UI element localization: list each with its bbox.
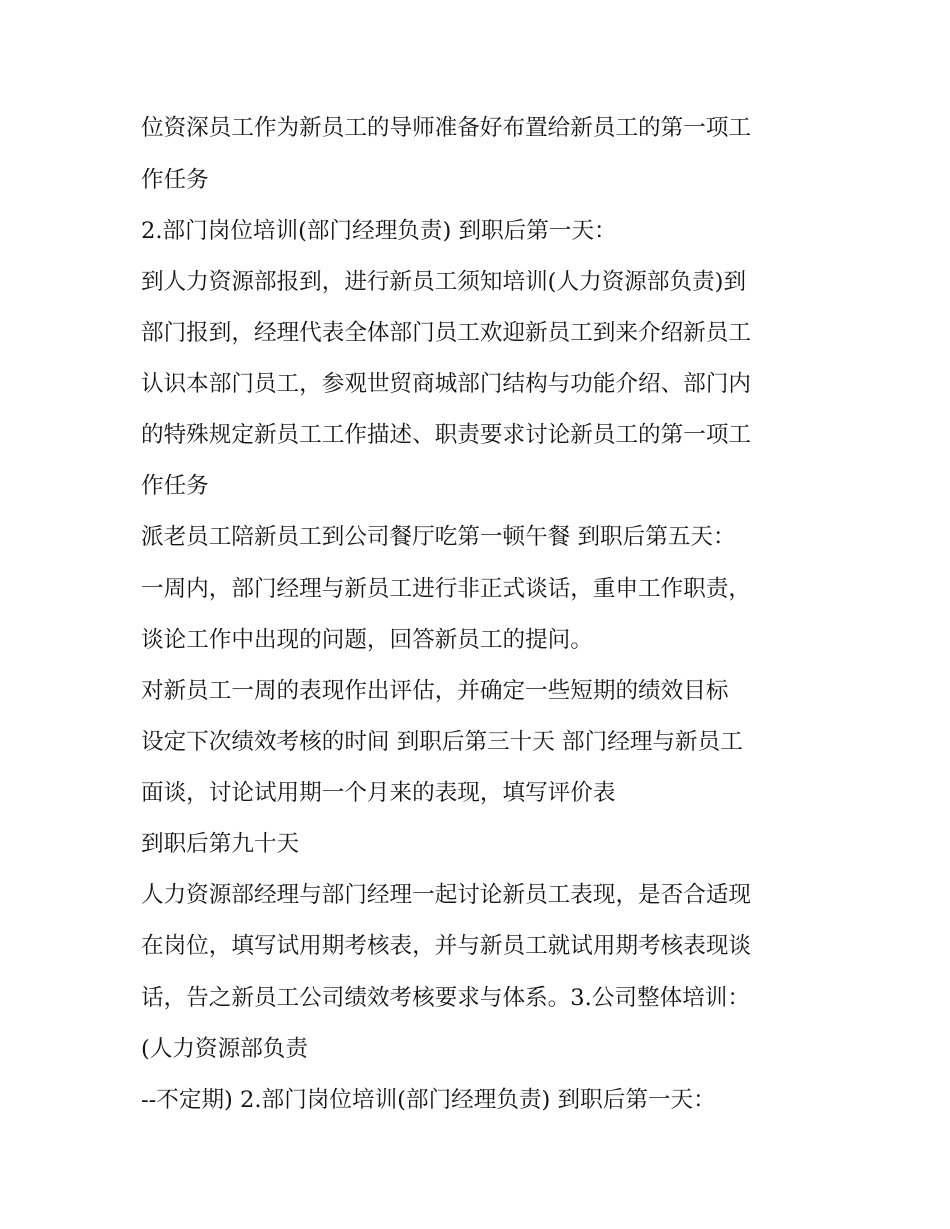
text-line: 面谈，讨论试用期一个月来的表现，填写评价表 — [141, 780, 616, 806]
text-line: 派老员工陪新员工到公司餐厅吃第一顿午餐 到职后第五天： — [141, 524, 736, 550]
text-line: 到职后第九十天 — [141, 831, 300, 857]
text-line: 作任务 — [141, 473, 209, 499]
text-line: 人力资源部经理与部门经理一起讨论新员工表现，是否合适现 — [141, 882, 752, 908]
text-line: 谈论工作中出现的问题，回答新员工的提问。 — [141, 627, 593, 653]
text-line: 话，告之新员工公司绩效考核要求与体系。3.公司整体培训： — [141, 985, 750, 1011]
text-line: 2.部门岗位培训(部门经理负责) 到职后第一天： — [141, 218, 617, 244]
text-line: 一周内，部门经理与新员工进行非正式谈话，重申工作职责， — [141, 576, 752, 602]
text-line: 设定下次绩效考核的时间 到职后第三十天 部门经理与新员工 — [141, 729, 743, 755]
text-line: 的特殊规定新员工工作描述、职责要求讨论新员工的第一项工 — [141, 422, 752, 448]
text-line: 对新员工一周的表现作出评估，并确定一些短期的绩效目标 — [141, 678, 729, 704]
text-line: 作任务 — [141, 167, 209, 193]
text-line: --不定期) 2.部门岗位培训(部门经理负责) 到职后第一天： — [141, 1087, 716, 1113]
text-line: 位资深员工作为新员工的导师准备好布置给新员工的第一项工 — [141, 115, 752, 141]
text-line: 到人力资源部报到，进行新员工须知培训(人力资源部负责)到 — [141, 269, 747, 295]
text-line: (人力资源部负责 — [141, 1036, 308, 1062]
text-line: 认识本部门员工，参观世贸商城部门结构与功能介绍、部门内 — [141, 371, 752, 397]
text-line: 部门报到，经理代表全体部门员工欢迎新员工到来介绍新员工 — [141, 320, 752, 346]
text-line: 在岗位，填写试用期考核表，并与新员工就试用期考核表现谈 — [141, 933, 752, 959]
